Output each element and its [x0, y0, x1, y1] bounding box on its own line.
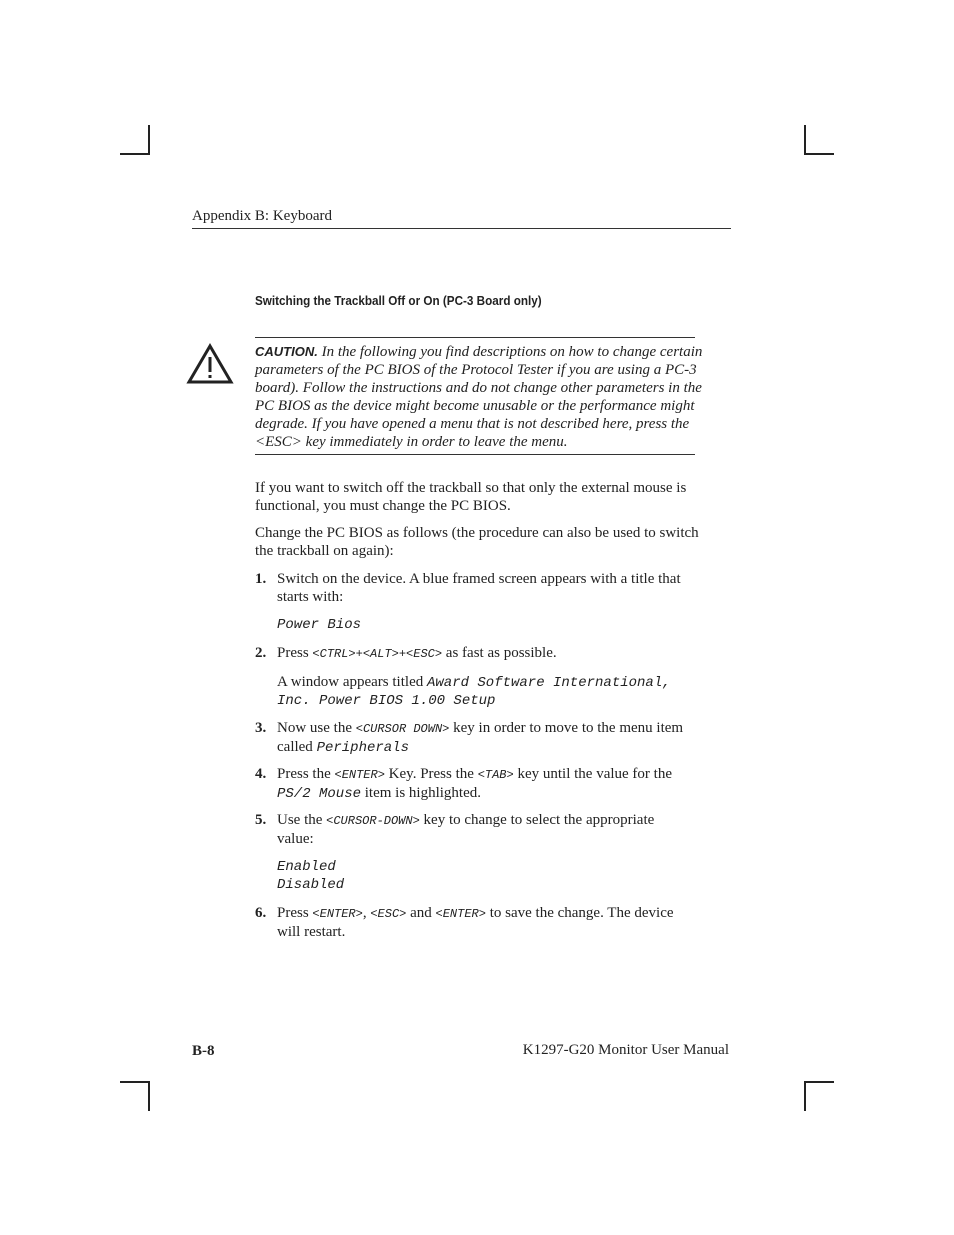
step-number: 2.	[255, 645, 267, 661]
key-esc: <ESC>	[370, 907, 407, 921]
key-cursor-down: <CURSOR-DOWN>	[326, 814, 420, 828]
step-1: 1. Switch on the device. A blue framed screen appears with a title that starts with: Power Bios	[255, 570, 735, 634]
running-header: Appendix B: Keyboard	[192, 208, 332, 224]
step-6: 6. Press <ENTER>, <ESC> and <ENTER> to save the change. The device will restart.	[255, 905, 674, 940]
code-peripherals: Peripherals	[316, 740, 409, 756]
code-window-title-2: Inc. Power BIOS 1.00 Setup	[277, 693, 496, 709]
caution-label: CAUTION.	[255, 344, 318, 359]
code-disabled: Disabled	[277, 877, 345, 893]
crop-mark-top-right-v	[804, 125, 806, 155]
warning-triangle-icon	[186, 343, 234, 385]
crop-mark-bottom-right-v	[804, 1081, 806, 1111]
key-enter: <ENTER>	[435, 907, 486, 921]
page-number: B-8	[192, 1043, 215, 1059]
code-window-title-1: Award Software International,	[426, 675, 671, 691]
step-number: 6.	[255, 905, 267, 921]
code-enabled: Enabled	[277, 859, 336, 875]
code-power-bios: Power Bios	[277, 617, 362, 633]
key-tab: <TAB>	[477, 768, 514, 782]
step-number: 4.	[255, 766, 267, 782]
caution-bottom-rule	[255, 454, 695, 455]
code-ps2-mouse: PS/2 Mouse	[277, 786, 362, 802]
key-cursor-down: <CURSOR DOWN>	[355, 722, 450, 736]
crop-mark-top-right-h	[804, 153, 834, 155]
caution-line-6: <ESC> key immediately in order to leave the menu.	[255, 434, 568, 450]
crop-mark-top-left-h	[120, 153, 150, 155]
key-enter: <ENTER>	[334, 768, 385, 782]
caution-line-3: board). Follow the instructions and do not change other parameters in the	[255, 380, 702, 396]
step-number: 5.	[255, 812, 267, 828]
crop-mark-bottom-left-h	[120, 1081, 150, 1083]
crop-mark-bottom-right-h	[804, 1081, 834, 1083]
caution-text	[255, 343, 735, 451]
caution-line-2: parameters of the PC BIOS of the Protocol Tester if you are using a PC-3	[255, 362, 697, 378]
intro-paragraph-1: If you want to switch off the trackball so that only the external mouse is functional, you must change the PC BIOS.	[255, 480, 687, 514]
section-title: Switching the Trackball Off or On (PC-3 Board only)	[255, 293, 542, 308]
crop-mark-top-left-v	[148, 125, 150, 155]
step-number: 3.	[255, 720, 267, 736]
caution-top-rule	[255, 337, 695, 338]
step-2: 2. Press <CTRL>+<ALT>+<ESC> as fast as possible. A window appears titled Award Software International, Inc. Power BIOS 1.00 Setup	[255, 644, 735, 710]
manual-title: K1297-G20 Monitor User Manual	[522, 1042, 729, 1058]
key-enter: <ENTER>	[312, 907, 363, 921]
intro-paragraph-2: Change the PC BIOS as follows (the procedure can also be used to switch the trackball on again):	[255, 525, 699, 559]
caution-line-1: CAUTION. In the following you find descriptions on how to change certain	[255, 344, 703, 360]
caution-line-5: degrade. If you have opened a menu that is not described here, press the	[255, 416, 690, 432]
step-3: 3. Now use the <CURSOR DOWN> key in order to move to the menu item called Peripherals	[255, 720, 684, 756]
key-combo: <CTRL>+<ALT>+<ESC>	[312, 647, 443, 661]
caution-line-4: PC BIOS as the device might become unusable or the performance might	[255, 398, 695, 414]
header-rule	[192, 228, 731, 229]
crop-mark-bottom-left-v	[148, 1081, 150, 1111]
step-4: 4. Press the <ENTER> Key. Press the <TAB> key until the value for the PS/2 Mouse item is highlighted.	[255, 766, 672, 802]
step-5: 5. Use the <CURSOR-DOWN> key to change to select the appropriate value: Enabled Disabled	[255, 811, 735, 894]
step-number: 1.	[255, 571, 267, 587]
